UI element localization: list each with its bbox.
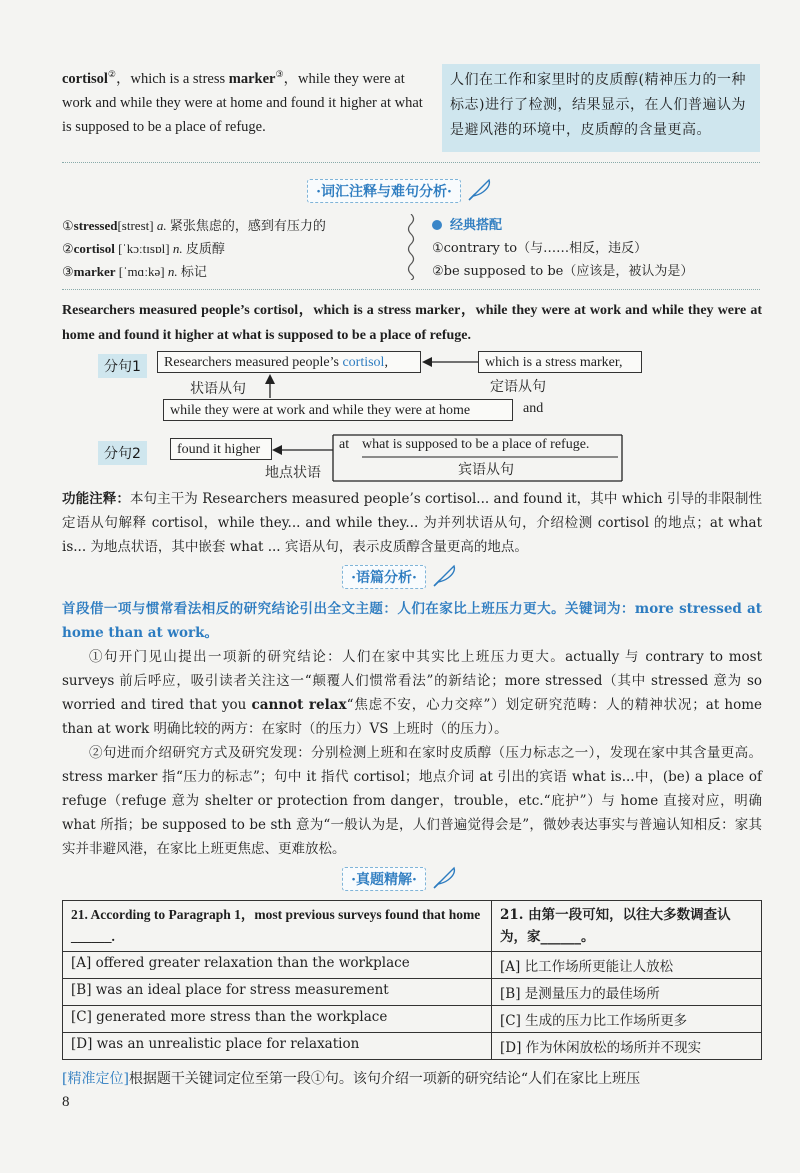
vocab-item: ①stressed[strest] a. 紧张焦虑的，感到有压力的 [62, 218, 326, 233]
table-row [63, 952, 762, 979]
clause-box-attr: which is a stress marker, [478, 351, 642, 373]
and-connector: and [523, 401, 544, 416]
clause-box-adverbial: while they were at work and while they were at home [163, 399, 513, 421]
object-clause-text: what is supposed to be a place of refuge. [362, 437, 590, 452]
exam-section-title: ·真题精解· [0, 866, 800, 892]
option-d-en: [D] was an unrealistic place for relaxation [63, 1033, 492, 1060]
page-number: 8 [62, 1094, 70, 1110]
label-object-clause: 宾语从句 [458, 462, 514, 478]
option-a-cn: [A] 比工作场所更能让人放松 [492, 952, 762, 979]
collocation-item: ①contrary to（与……相反，违反） [432, 241, 648, 256]
discourse-lead: 首段借一项与惯常看法相反的研究结论引出全文主题：人们在家比上班压力更大。关键词为：more stressed at home than at work。 [62, 601, 762, 641]
vocab-item: ②cortisol [ˈkɔːtɪsɒl] n. 皮质醇 [62, 241, 225, 256]
function-note: 功能注释：本句主干为 Researchers measured people’s cortisol... and found it，其中 which 引导的非限制性定语从句解释 cortisol，while they... and while they... 为并列状语从句，介绍检测 cortisol 的地点；at what is... 为地点状语，其中嵌套 what ... 宾语从句，表示皮质醇含量更高的地点。 [62, 491, 763, 555]
label-place-adverbial: 地点状语 [265, 465, 321, 481]
vocab-item: ③marker [ˈmɑːkə] n. 标记 [62, 264, 207, 279]
label-attributive-clause: 定语从句 [490, 379, 546, 395]
clause-box-main: Researchers measured people’s cortisol, [157, 351, 421, 373]
option-c-cn: [C] 生成的压力比工作场所更多 [492, 1006, 762, 1033]
option-d-cn: [D] 作为休闲放松的场所并不现实 [492, 1033, 762, 1060]
option-b-en: [B] was an ideal place for stress measurement [63, 979, 492, 1006]
top-english-text: cortisol②，which is a stress marker③，while they were at work and while they were at home and found it higher at what is supposed to be a place of refuge. [62, 69, 423, 135]
option-c-en: [C] generated more stress than the workplace [63, 1006, 492, 1033]
discourse-section-title: ·语篇分析· [0, 564, 800, 590]
clause-tag-1: 分句1 [98, 354, 147, 378]
clause-box-found: found it higher [170, 438, 272, 460]
question-chinese: 21. 由第一段可知，以往大多数调查认为，家______。 [492, 901, 762, 952]
table-row [63, 979, 762, 1006]
precise-location: [精准定位]根据题干关键词定位至第一段①句。该句介绍一项新的研究结论“人们在家比上班压 [62, 1071, 641, 1087]
collocation-item: ②be supposed to be（应该是，被认为是） [432, 264, 694, 279]
analysis-sentence: Researchers measured people’s cortisol，which is a stress marker，while they were at work and while they were at home and found it higher at what is supposed to be a place of refuge. [62, 303, 762, 343]
vocab-section-title: ·词汇注释与难句分析· [0, 178, 800, 204]
table-row [63, 1006, 762, 1033]
discourse-paragraph-1: ①句开门见山提出一项新的研究结论：人们在家中其实比上班压力更大。actually 与 contrary to most surveys 前后呼应，吸引读者关注这一“颠覆人们惯常看法”的新结论；more stressed（其中 stressed 意为 so worried and tired that you cannot relax“焦虑不安，心力交瘁”）划定研究范畴：人的精神状况；at home than at work 明确比较的两方：在家时（的压力）VS 上班时（的压力）。 [62, 649, 762, 737]
label-adverbial-clause: 状语从句 [190, 381, 246, 397]
question-english: 21. According to Paragraph 1，most previous surveys found that home ______. [63, 901, 492, 952]
feather-pen-icon [432, 864, 458, 894]
option-a-en: [A] offered greater relaxation than the workplace [63, 952, 492, 979]
collocations-title: 经典搭配 [432, 214, 752, 237]
option-b-cn: [B] 是测量压力的最佳场所 [492, 979, 762, 1006]
discourse-paragraph-2: ②句进而介绍研究方式及研究发现：分别检测上班和在家时皮质醇（压力标志之一），发现在家中其含量更高。stress marker 指“压力的标志”；句中 it 指代 cortisol；地点介词 at 引出的宾语 what is...中，(be) a place of refuge（refuge 意为 shelter or protection from danger，trouble，etc.“庇护”）与 home 直接对应，明确 what 所指；be supposed to be sth 意为“一般认为是，人们普遍觉得会是”，微妙表达事实与普遍认知相反：家其实并非避风港，在家比上班更焦虑、更难放松。 [62, 745, 762, 857]
question-table [62, 900, 762, 1060]
feather-pen-icon [432, 562, 458, 592]
at-preposition: at [339, 437, 350, 452]
table-row [63, 901, 762, 952]
clause-tag-2: 分句2 [98, 441, 147, 465]
top-chinese-translation: 人们在工作和家里时的皮质醇(精神压力的一种标志)进行了检测，结果显示，在人们普遍认为是避风港的环境中，皮质醇的含量更高。 [442, 64, 760, 152]
table-row [63, 1033, 762, 1060]
